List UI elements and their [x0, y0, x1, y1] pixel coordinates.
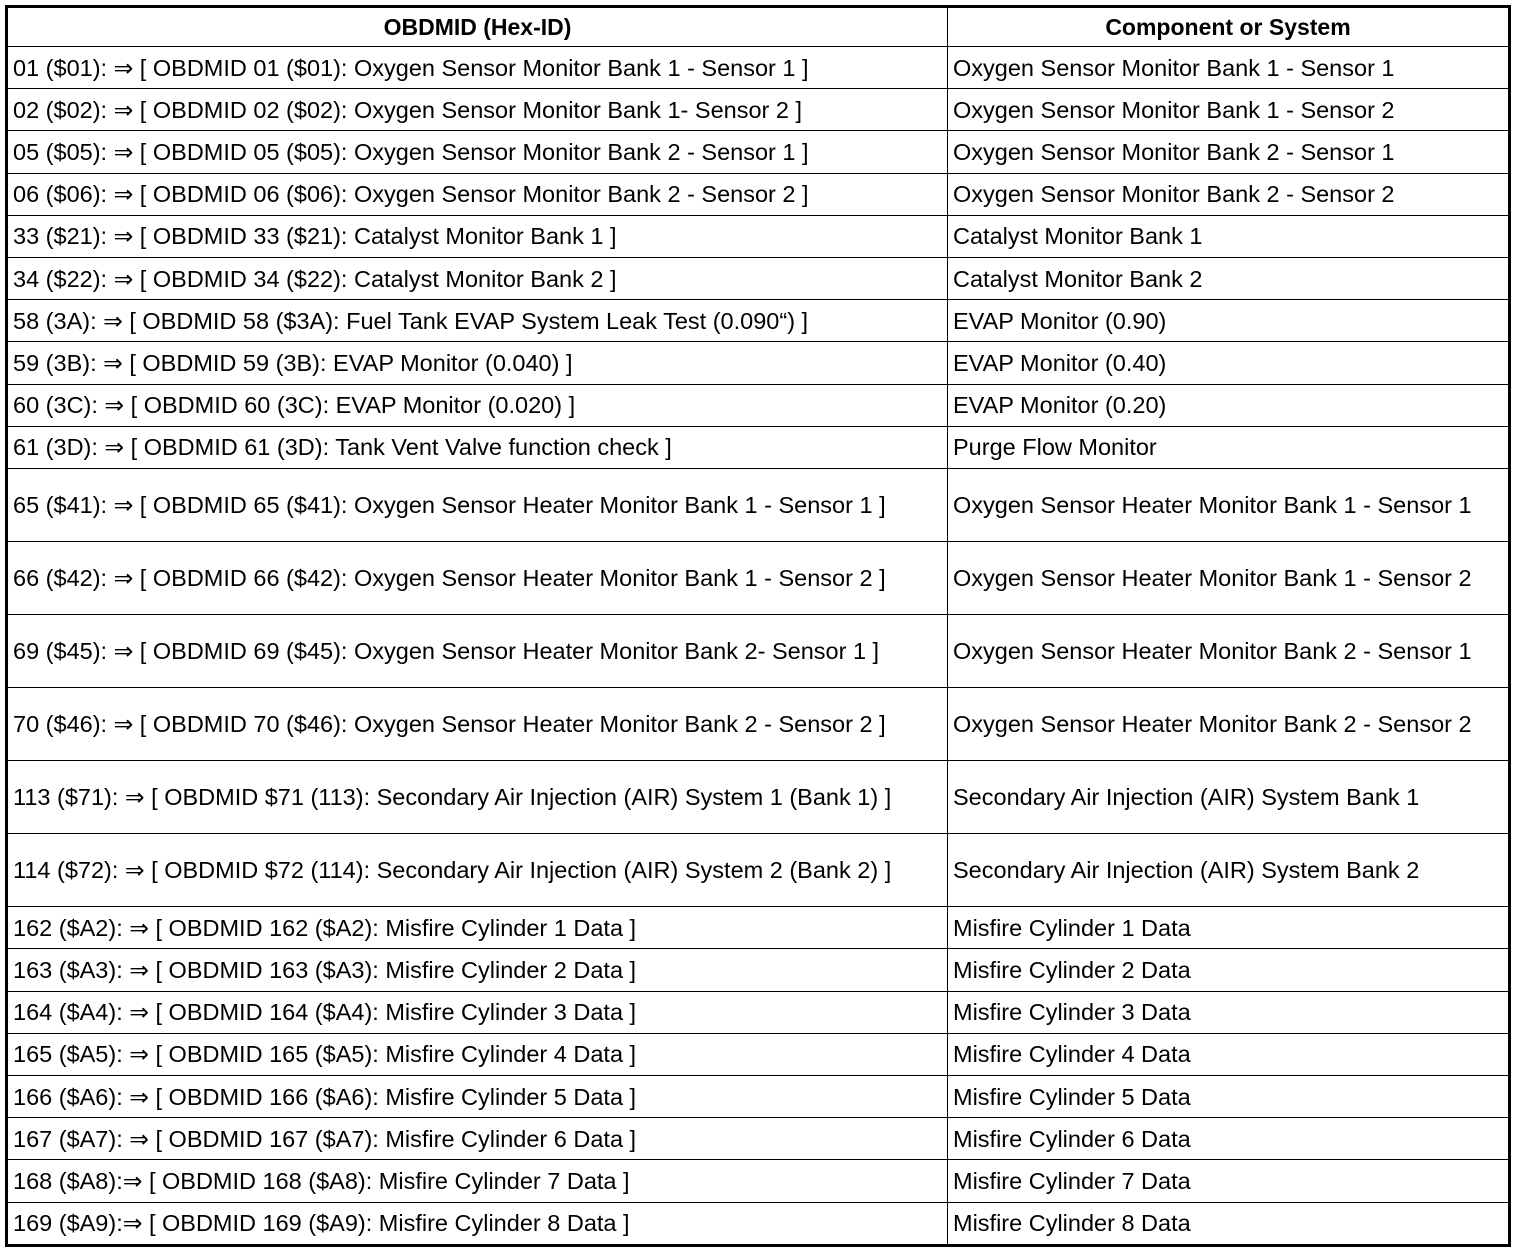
component-cell: Oxygen Sensor Heater Monitor Bank 2 - Sensor 2: [948, 688, 1510, 761]
obdmid-cell: 168 ($A8):⇒ [ OBDMID 168 ($A8): Misfire Cylinder 7 Data ]: [7, 1160, 948, 1202]
obdmid-table: [5, 5, 1511, 1247]
obdmid-cell: 114 ($72): ⇒ [ OBDMID $72 (114): Secondary Air Injection (AIR) System 2 (Bank 2) ]: [7, 834, 948, 907]
obdmid-cell: 162 ($A2): ⇒ [ OBDMID 162 ($A2): Misfire Cylinder 1 Data ]: [7, 907, 948, 949]
obdmid-cell: 169 ($A9):⇒ [ OBDMID 169 ($A9): Misfire Cylinder 8 Data ]: [7, 1202, 948, 1245]
table-row: [7, 215, 1510, 257]
table-row: [7, 257, 1510, 299]
table-row: [7, 991, 1510, 1033]
table-row: [7, 89, 1510, 131]
component-cell: EVAP Monitor (0.40): [948, 342, 1510, 384]
component-cell: Misfire Cylinder 3 Data: [948, 991, 1510, 1033]
obdmid-cell: 166 ($A6): ⇒ [ OBDMID 166 ($A6): Misfire Cylinder 5 Data ]: [7, 1076, 948, 1118]
obdmid-cell: 06 ($06): ⇒ [ OBDMID 06 ($06): Oxygen Sensor Monitor Bank 2 - Sensor 2 ]: [7, 173, 948, 215]
obdmid-cell: 05 ($05): ⇒ [ OBDMID 05 ($05): Oxygen Sensor Monitor Bank 2 - Sensor 1 ]: [7, 131, 948, 173]
table-row: [7, 615, 1510, 688]
table-row: [7, 342, 1510, 384]
component-cell: Misfire Cylinder 2 Data: [948, 949, 1510, 991]
obdmid-cell: 61 (3D): ⇒ [ OBDMID 61 (3D): Tank Vent Valve function check ]: [7, 426, 948, 468]
column-header-obdmid: OBDMID (Hex-ID): [7, 7, 948, 47]
obdmid-cell: 60 (3C): ⇒ [ OBDMID 60 (3C): EVAP Monitor (0.020) ]: [7, 384, 948, 426]
obdmid-cell: 167 ($A7): ⇒ [ OBDMID 167 ($A7): Misfire Cylinder 6 Data ]: [7, 1118, 948, 1160]
table-row: [7, 173, 1510, 215]
component-cell: Oxygen Sensor Monitor Bank 1 - Sensor 2: [948, 89, 1510, 131]
table-row: [7, 47, 1510, 89]
component-cell: Secondary Air Injection (AIR) System Bank 1: [948, 761, 1510, 834]
component-cell: Misfire Cylinder 1 Data: [948, 907, 1510, 949]
table-row: [7, 688, 1510, 761]
component-cell: Secondary Air Injection (AIR) System Bank 2: [948, 834, 1510, 907]
component-cell: Misfire Cylinder 8 Data: [948, 1202, 1510, 1245]
obdmid-cell: 70 ($46): ⇒ [ OBDMID 70 ($46): Oxygen Sensor Heater Monitor Bank 2 - Sensor 2 ]: [7, 688, 948, 761]
table-row: [7, 1076, 1510, 1118]
table-row: [7, 1202, 1510, 1245]
table-row: [7, 834, 1510, 907]
component-cell: Oxygen Sensor Heater Monitor Bank 2 - Sensor 1: [948, 615, 1510, 688]
table-header-row: [7, 7, 1510, 47]
table-row: [7, 300, 1510, 342]
obdmid-cell: 164 ($A4): ⇒ [ OBDMID 164 ($A4): Misfire Cylinder 3 Data ]: [7, 991, 948, 1033]
component-cell: Oxygen Sensor Monitor Bank 2 - Sensor 2: [948, 173, 1510, 215]
obdmid-cell: 113 ($71): ⇒ [ OBDMID $71 (113): Secondary Air Injection (AIR) System 1 (Bank 1) ]: [7, 761, 948, 834]
component-cell: EVAP Monitor (0.90): [948, 300, 1510, 342]
component-cell: Misfire Cylinder 4 Data: [948, 1033, 1510, 1075]
obdmid-cell: 33 ($21): ⇒ [ OBDMID 33 ($21): Catalyst Monitor Bank 1 ]: [7, 215, 948, 257]
obdmid-cell: 65 ($41): ⇒ [ OBDMID 65 ($41): Oxygen Sensor Heater Monitor Bank 1 - Sensor 1 ]: [7, 468, 948, 541]
obdmid-cell: 58 (3A): ⇒ [ OBDMID 58 ($3A): Fuel Tank EVAP System Leak Test (0.090“) ]: [7, 300, 948, 342]
obdmid-cell: 02 ($02): ⇒ [ OBDMID 02 ($02): Oxygen Sensor Monitor Bank 1- Sensor 2 ]: [7, 89, 948, 131]
component-cell: Oxygen Sensor Heater Monitor Bank 1 - Sensor 2: [948, 541, 1510, 614]
component-cell: Misfire Cylinder 5 Data: [948, 1076, 1510, 1118]
column-header-component: Component or System: [948, 7, 1510, 47]
component-cell: Catalyst Monitor Bank 2: [948, 257, 1510, 299]
table-row: [7, 131, 1510, 173]
obdmid-cell: 165 ($A5): ⇒ [ OBDMID 165 ($A5): Misfire Cylinder 4 Data ]: [7, 1033, 948, 1075]
component-cell: Oxygen Sensor Monitor Bank 1 - Sensor 1: [948, 47, 1510, 89]
obdmid-cell: 34 ($22): ⇒ [ OBDMID 34 ($22): Catalyst Monitor Bank 2 ]: [7, 257, 948, 299]
obdmid-cell: 66 ($42): ⇒ [ OBDMID 66 ($42): Oxygen Sensor Heater Monitor Bank 1 - Sensor 2 ]: [7, 541, 948, 614]
component-cell: Purge Flow Monitor: [948, 426, 1510, 468]
component-cell: EVAP Monitor (0.20): [948, 384, 1510, 426]
component-cell: Oxygen Sensor Monitor Bank 2 - Sensor 1: [948, 131, 1510, 173]
table-row: [7, 426, 1510, 468]
table-row: [7, 1160, 1510, 1202]
component-cell: Misfire Cylinder 7 Data: [948, 1160, 1510, 1202]
table-row: [7, 761, 1510, 834]
table-row: [7, 384, 1510, 426]
table-row: [7, 949, 1510, 991]
component-cell: Oxygen Sensor Heater Monitor Bank 1 - Sensor 1: [948, 468, 1510, 541]
obdmid-cell: 69 ($45): ⇒ [ OBDMID 69 ($45): Oxygen Sensor Heater Monitor Bank 2- Sensor 1 ]: [7, 615, 948, 688]
table-row: [7, 1033, 1510, 1075]
component-cell: Misfire Cylinder 6 Data: [948, 1118, 1510, 1160]
obdmid-cell: 163 ($A3): ⇒ [ OBDMID 163 ($A3): Misfire Cylinder 2 Data ]: [7, 949, 948, 991]
table-row: [7, 907, 1510, 949]
table-row: [7, 541, 1510, 614]
obdmid-cell: 59 (3B): ⇒ [ OBDMID 59 (3B): EVAP Monitor (0.040) ]: [7, 342, 948, 384]
component-cell: Catalyst Monitor Bank 1: [948, 215, 1510, 257]
table-row: [7, 468, 1510, 541]
table-row: [7, 1118, 1510, 1160]
obdmid-cell: 01 ($01): ⇒ [ OBDMID 01 ($01): Oxygen Sensor Monitor Bank 1 - Sensor 1 ]: [7, 47, 948, 89]
